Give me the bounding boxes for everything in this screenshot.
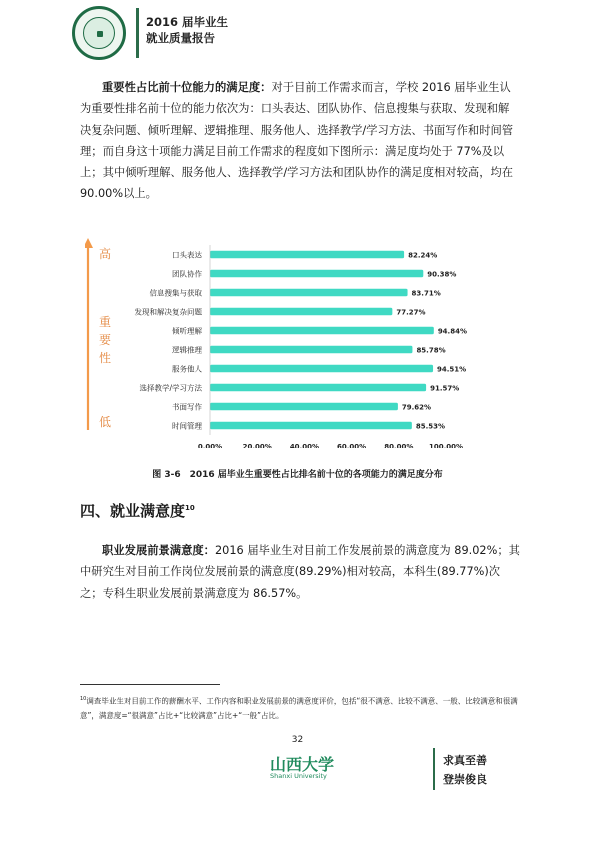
category-label: 发现和解决复杂问题 bbox=[134, 307, 202, 317]
career-prospect-paragraph bbox=[80, 540, 520, 604]
importance-mid-label-3: 性 bbox=[99, 351, 112, 365]
value-label: 94.51% bbox=[437, 365, 467, 374]
importance-high-label: 高 bbox=[99, 247, 112, 261]
x-tick-label: 20.00% bbox=[242, 443, 272, 448]
bar bbox=[210, 327, 434, 335]
category-label: 倾听理解 bbox=[172, 326, 202, 336]
footnote bbox=[80, 692, 520, 723]
section-heading-text: 四、就业满意度 bbox=[80, 502, 186, 520]
category-label: 团队协作 bbox=[172, 269, 202, 279]
motto-line1: 求真至善 bbox=[443, 754, 487, 767]
x-tick-label: 80.00% bbox=[384, 443, 414, 448]
value-label: 94.84% bbox=[437, 327, 467, 336]
category-label: 逻辑推理 bbox=[172, 345, 202, 355]
paragraph-lead: 重要性占比前十位能力的满足度： bbox=[102, 81, 272, 94]
category-label: 服务他人 bbox=[172, 364, 202, 374]
header-title-line2: 就业质量报告 bbox=[146, 31, 215, 45]
importance-arrowhead bbox=[85, 238, 93, 248]
x-tick-label: 100.00% bbox=[428, 443, 464, 448]
ability-satisfaction-bar-chart bbox=[85, 238, 525, 448]
footnote-number: 10 bbox=[80, 696, 87, 702]
value-label: 82.24% bbox=[408, 251, 438, 260]
category-label: 选择教学/学习方法 bbox=[139, 383, 202, 393]
bar bbox=[210, 270, 423, 278]
paragraph-lead: 职业发展前景满意度： bbox=[102, 544, 215, 557]
page-header bbox=[0, 0, 595, 62]
value-label: 85.78% bbox=[416, 346, 446, 355]
paragraph-body: 2016 届毕业生对目前工作发展前景的满意度为 89.02%；其中研究生对目前工作岗位发展前景的满意度(89.29%)相对较高，本科生(89.77%)次之；专科生职业发展前景满意度为 86.57%。 bbox=[80, 544, 520, 600]
x-tick-label: 0.00% bbox=[197, 443, 223, 448]
header-divider bbox=[136, 8, 139, 58]
value-label: 83.71% bbox=[411, 289, 441, 298]
bar bbox=[210, 384, 426, 392]
footnote-divider bbox=[80, 684, 220, 685]
bar bbox=[210, 422, 412, 430]
bar bbox=[210, 289, 408, 297]
bar bbox=[210, 346, 412, 354]
category-label: 书面写作 bbox=[172, 402, 202, 412]
university-english-name: Shanxi University bbox=[270, 772, 327, 780]
footnote-text: 调查毕业生对目前工作的薪酬水平、工作内容和职业发展前景的满意度评价，包括“很不满意、比较不满意、一般、比较满意和很满意”，满意度=“很满意”占比+“比较满意”占比+“一般”占比。 bbox=[80, 696, 518, 720]
x-tick-label: 60.00% bbox=[337, 443, 367, 448]
section-heading bbox=[80, 500, 195, 521]
bar bbox=[210, 308, 392, 316]
footer-divider bbox=[433, 748, 435, 790]
bar bbox=[210, 403, 398, 411]
category-label: 口头表达 bbox=[172, 250, 202, 260]
paragraph-body: 对于目前工作需求而言，学校 2016 届毕业生认为重要性排名前十位的能力依次为：口头表达、团队协作、信息搜集与获取、发现和解决复杂问题、倾听理解、逻辑推理、服务他人、选择教学/学习方法、书面写作和时间管理；而自身这十项能力满足目前工作需求的程度如下图所示：满足度均处于 77%及以上；其中倾听理解、服务他人、选择教学/学习方法和团队协作的满足度相对较高，均在 90.00%以上。 bbox=[80, 81, 514, 201]
page-number: 32 bbox=[291, 735, 304, 745]
value-label: 91.57% bbox=[430, 384, 460, 393]
value-label: 77.27% bbox=[396, 308, 426, 317]
importance-mid-label-2: 要 bbox=[99, 333, 112, 347]
value-label: 79.62% bbox=[401, 403, 432, 412]
category-label: 信息搜集与获取 bbox=[149, 288, 202, 298]
importance-mid-label-1: 重 bbox=[99, 315, 112, 329]
bar bbox=[210, 251, 404, 259]
ability-satisfaction-paragraph bbox=[80, 77, 520, 205]
value-label: 90.38% bbox=[427, 270, 457, 279]
motto-line2: 登崇俊良 bbox=[443, 773, 487, 786]
footnote-ref: 10 bbox=[185, 504, 195, 512]
value-label: 85.53% bbox=[415, 422, 446, 431]
bar bbox=[210, 365, 433, 373]
importance-low-label: 低 bbox=[99, 415, 112, 429]
header-title-line1: 2016 届毕业生 bbox=[146, 15, 229, 29]
category-label: 时间管理 bbox=[172, 421, 202, 431]
x-tick-label: 40.00% bbox=[289, 443, 319, 448]
university-name-logo: 山西大学 bbox=[270, 755, 335, 774]
university-seal-logo bbox=[72, 6, 126, 60]
chart-bars bbox=[135, 250, 467, 431]
figure-caption: 图 3-6 2016 届毕业生重要性占比排名前十位的各项能力的满足度分布 bbox=[152, 470, 443, 480]
